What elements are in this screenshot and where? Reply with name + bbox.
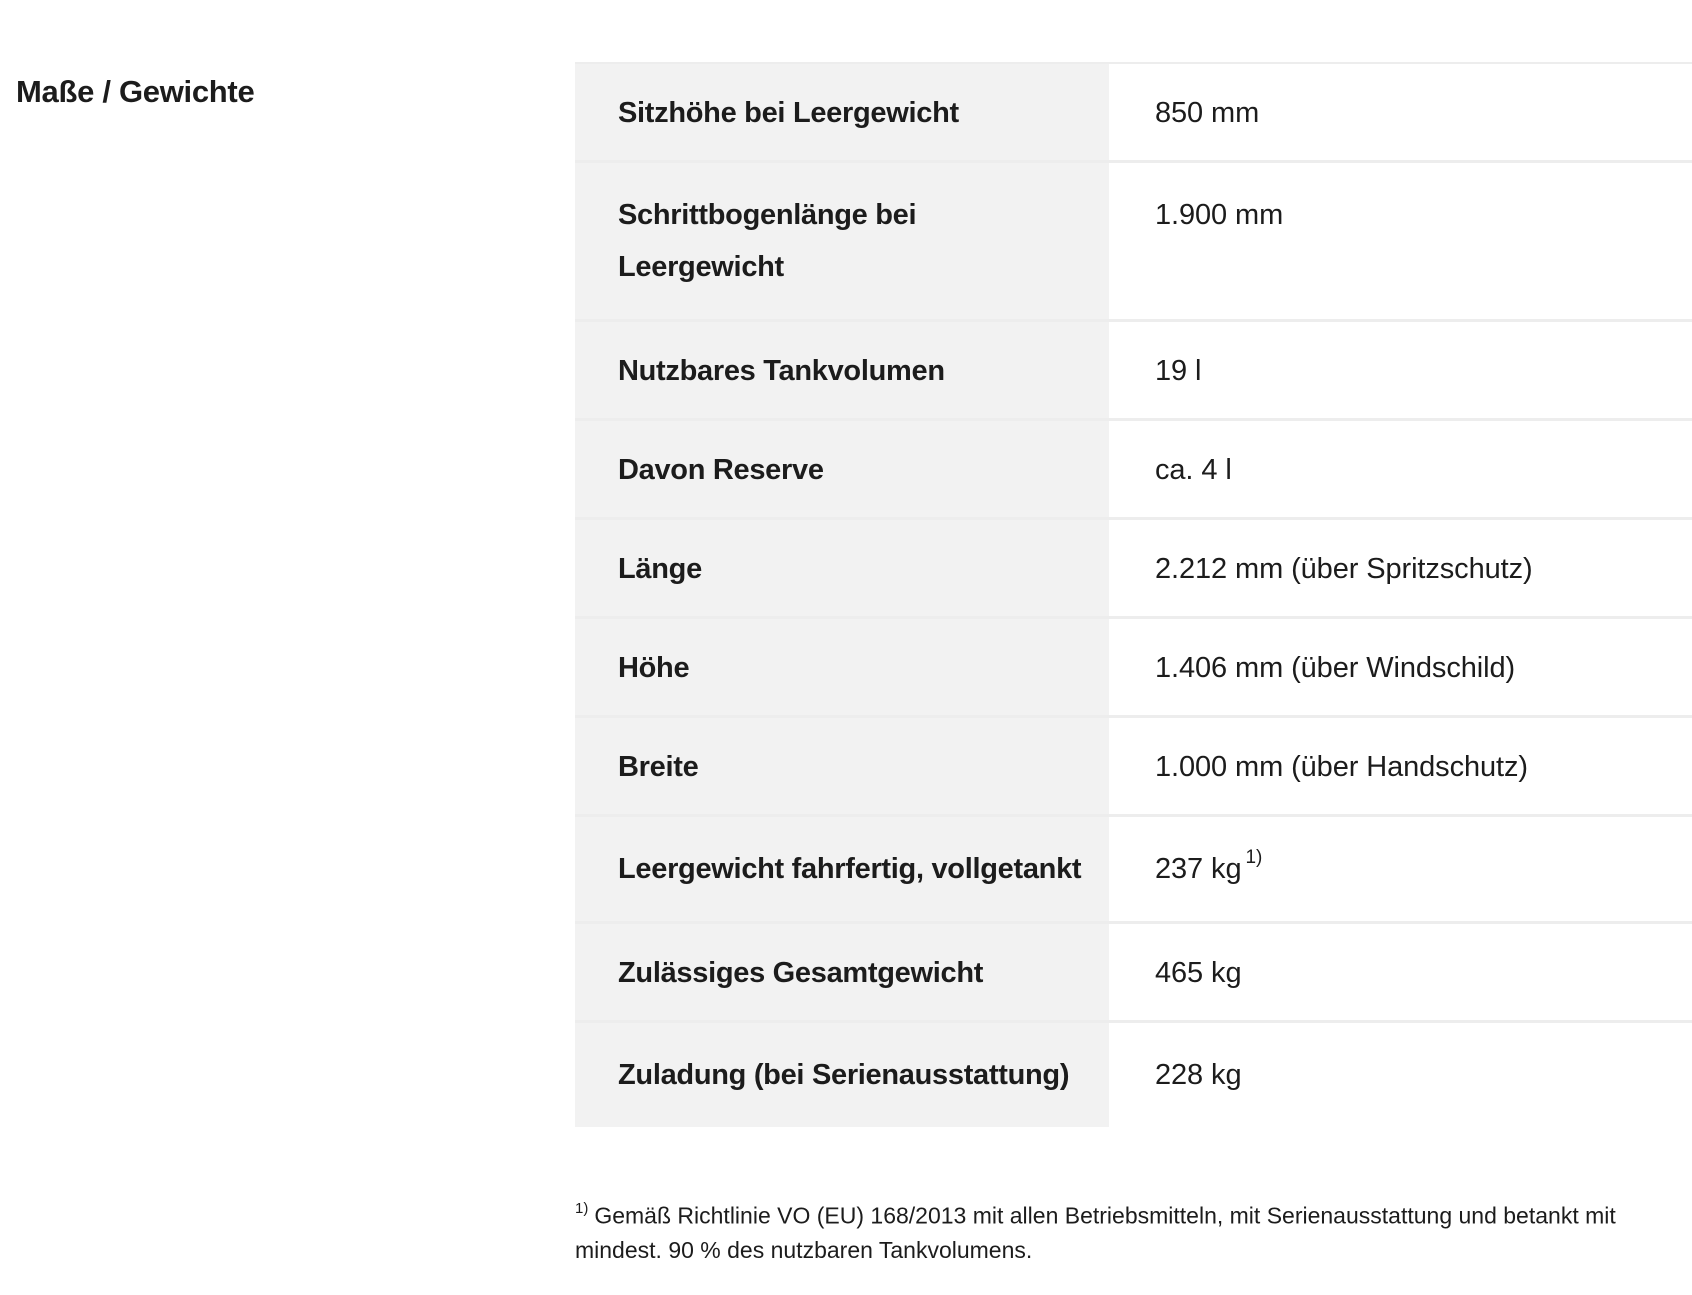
spec-label: Davon Reserve xyxy=(575,421,1109,517)
footnote-text: Gemäß Richtlinie VO (EU) 168/2013 mit allen Betriebsmitteln, mit Serienausstattung und betankt mit mindest. 90 % des nutzbaren Tankvolumens. xyxy=(575,1202,1616,1263)
spec-value: 1.000 mm (über Handschutz) xyxy=(1155,751,1528,783)
spec-row-reserve xyxy=(575,418,1692,517)
spec-table xyxy=(575,62,1692,1127)
spec-value: 1.900 mm xyxy=(1155,199,1284,231)
spec-value: 19 l xyxy=(1155,355,1202,387)
spec-row-width xyxy=(575,715,1692,814)
spec-row-height xyxy=(575,616,1692,715)
section-title: Maße / Gewichte xyxy=(16,74,255,109)
spec-value: 1.406 mm (über Windschild) xyxy=(1155,652,1516,684)
spec-value: 2.212 mm (über Spritzschutz) xyxy=(1155,553,1533,585)
spec-row-inseam-length xyxy=(575,160,1692,319)
spec-row-curb-weight xyxy=(575,814,1692,921)
spec-label: Sitzhöhe bei Leergewicht xyxy=(575,64,1109,160)
spec-value-text: 237 kg xyxy=(1155,853,1242,885)
spec-label: Höhe xyxy=(575,619,1109,715)
spec-value: ca. 4 l xyxy=(1155,454,1232,486)
spec-row-gross-weight xyxy=(575,921,1692,1020)
spec-label: Zuladung (bei Serienausstattung) xyxy=(575,1023,1109,1127)
footnote xyxy=(575,1194,1625,1267)
spec-value: 465 kg xyxy=(1155,957,1242,989)
spec-label: Nutzbares Tankvolumen xyxy=(575,322,1109,418)
spec-label: Schrittbogenlänge bei Leergewicht xyxy=(575,163,1109,319)
footnote-ref: 1) xyxy=(1245,847,1263,869)
spec-label: Länge xyxy=(575,520,1109,616)
footnote-marker: 1) xyxy=(575,1200,589,1217)
spec-row-payload xyxy=(575,1020,1692,1127)
spec-value: 850 mm xyxy=(1155,97,1260,129)
spec-label: Breite xyxy=(575,718,1109,814)
spec-label: Zulässiges Gesamtgewicht xyxy=(575,924,1109,1020)
spec-row-tank-volume xyxy=(575,319,1692,418)
spec-label: Leergewicht fahrfertig, vollgetankt xyxy=(575,817,1109,921)
spec-row-length xyxy=(575,517,1692,616)
spec-value xyxy=(1112,817,1692,921)
spec-value: 228 kg xyxy=(1155,1059,1242,1091)
spec-row-seat-height xyxy=(575,62,1692,160)
